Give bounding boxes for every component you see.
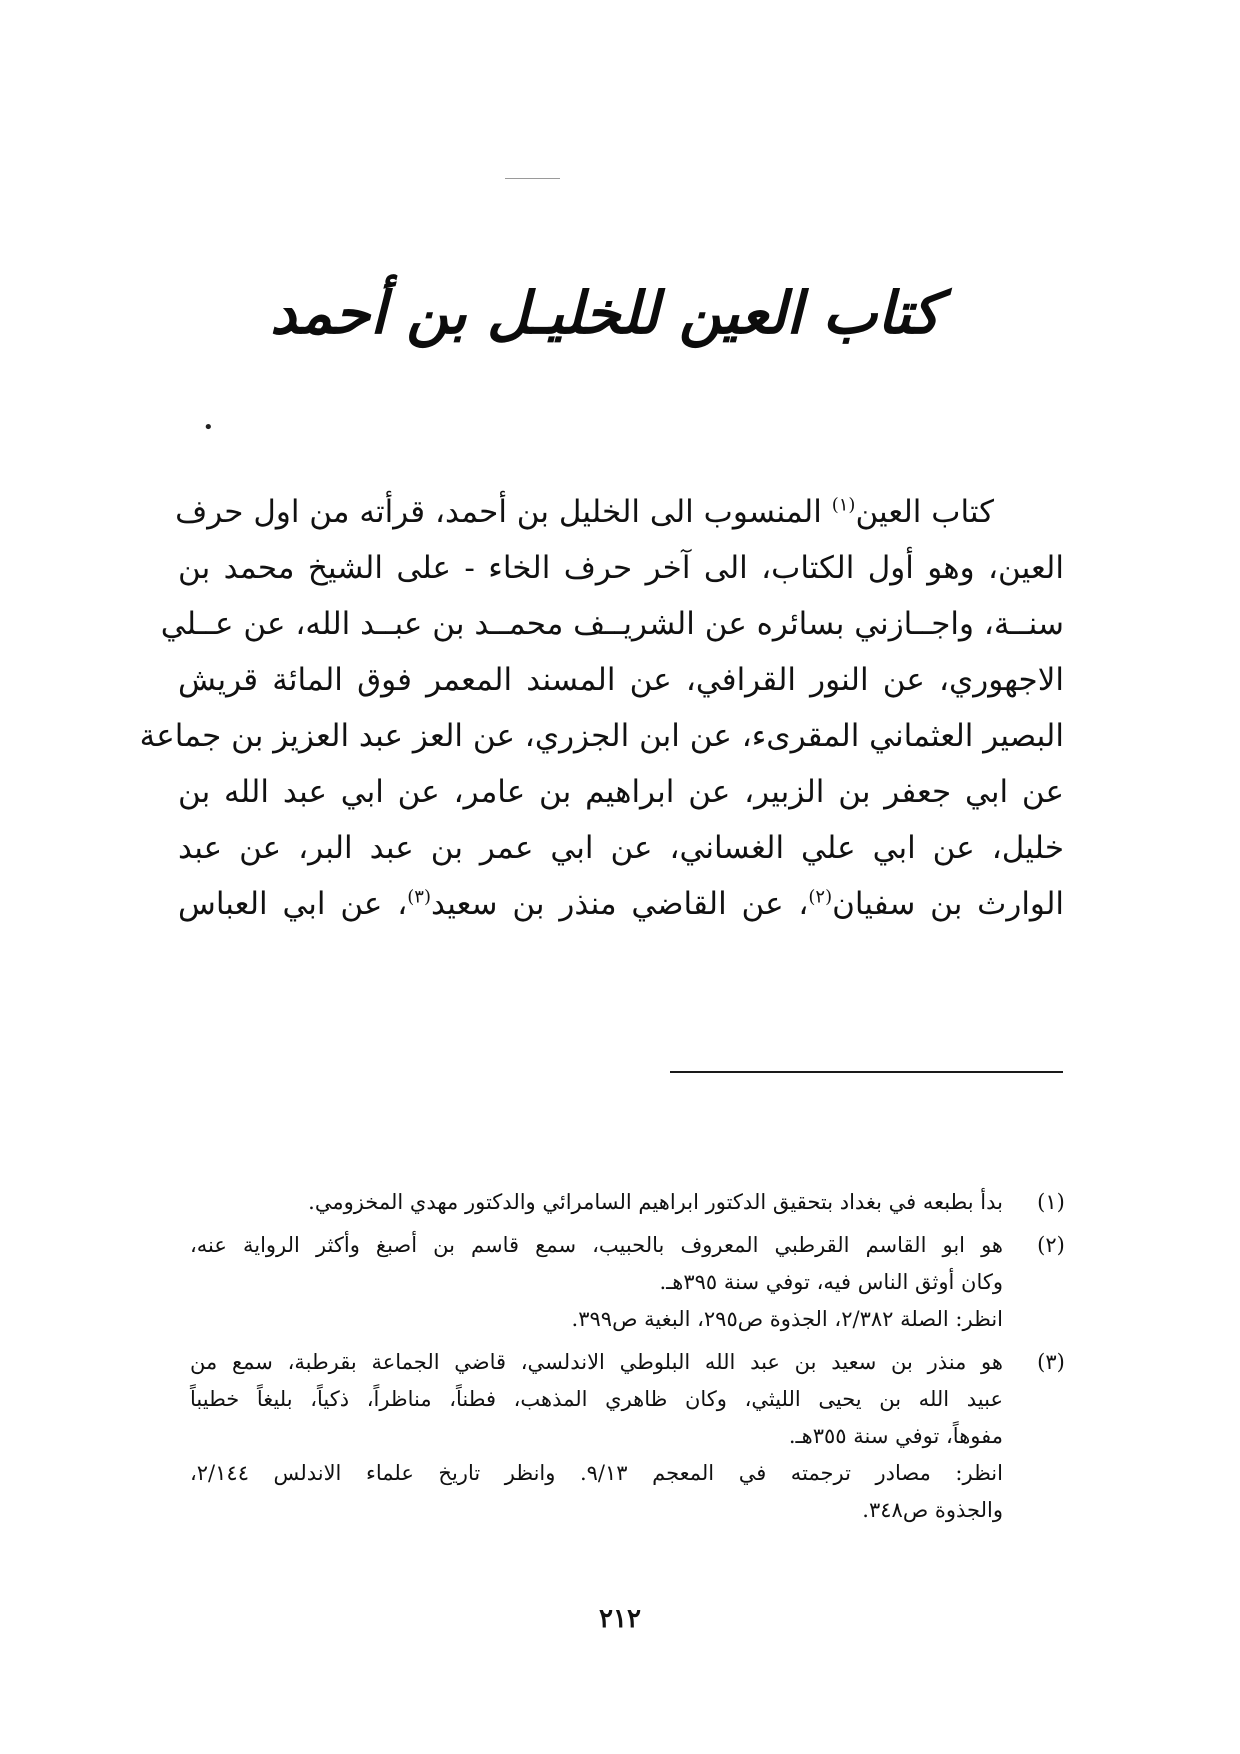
scan-mark	[505, 178, 560, 179]
main-text-segment: العين، وهو أول الكتاب، الى آخر حرف الخاء - على الشيخ محمد بن	[178, 550, 1064, 586]
main-text-segment: خليل، عن ابي علي الغساني، عن ابي عمر بن عبد البر، عن عبد	[178, 830, 1064, 866]
page-heading: كتاب العين للخليـل بن أحمد	[270, 279, 940, 347]
main-text-segment: ، عن القاضي منذر بن سعيد	[430, 886, 809, 922]
main-line	[178, 652, 1064, 708]
stray-mark: •	[203, 417, 214, 438]
main-text-segment: كتاب العين	[855, 494, 994, 530]
footnote-line: انظر: الصلة ٢/٣٨٢، الجذوة ص٢٩٥، البغية ص٣٩٩.	[571, 1307, 1003, 1331]
footnote-reference: (١)	[831, 494, 856, 516]
main-line	[178, 820, 1064, 876]
footnotes	[190, 1184, 1076, 1529]
footnote-number: (٢)	[1037, 1233, 1065, 1257]
main-text-segment: البصير العثماني المقرىء، عن ابن الجزري، عن العز عبد العزيز بن جماعة	[139, 718, 1064, 754]
footnote	[190, 1344, 1076, 1529]
main-line	[160, 596, 1064, 652]
footnote-reference: (٢)	[808, 886, 833, 908]
main-text-segment: عن ابي جعفر بن الزبير، عن ابراهيم بن عامر، عن ابي عبد الله بن	[178, 774, 1064, 810]
footnote-number: (٣)	[1037, 1350, 1065, 1374]
main-line	[178, 876, 1064, 932]
footnote-line: والجذوة ص٣٤٨.	[862, 1498, 1003, 1522]
footnote-line: وكان أوثق الناس فيه، توفي سنة ٣٩٥هـ.	[659, 1270, 1003, 1294]
footnote-line: مفوهاً، توفي سنة ٣٥٥هـ.	[788, 1424, 1003, 1448]
footnote-number: (١)	[1037, 1190, 1065, 1214]
main-text-segment: سنــة، واجــازني بسائره عن الشريــف محمــد بن عبــد الله، عن عــلي	[160, 606, 1064, 642]
footnote-line: عبيد الله بن يحيى الليثي، وكان ظاهري المذهب، فطناً، مناظراً، ذكياً، بليغاً خطيباً	[190, 1387, 1003, 1411]
footnote	[190, 1227, 1076, 1338]
main-line	[175, 484, 1064, 540]
main-text-segment: المنسوب الى الخليل بن أحمد، قرأته من اول حرف	[175, 494, 832, 530]
main-line	[178, 540, 1064, 596]
main-text-segment: الاجهوري، عن النور القرافي، عن المسند المعمر فوق المائة قريش	[178, 662, 1064, 698]
footnote-line: هو ابو القاسم القرطبي المعروف بالحبيب، سمع قاسم بن أصبغ وأكثر الرواية عنه،	[190, 1233, 1003, 1257]
footnote-line: هو منذر بن سعيد بن عبد الله البلوطي الاندلسي، قاضي الجماعة بقرطبة، سمع من	[190, 1350, 1003, 1374]
footnote-line: بدأ بطبعه في بغداد بتحقيق الدكتور ابراهيم السامرائي والدكتور مهدي المخزومي.	[308, 1190, 1003, 1214]
page-number: ٢١٢	[599, 1604, 641, 1634]
footnote-separator	[670, 1071, 1063, 1073]
footnote-line: انظر: مصادر ترجمته في المعجم ٩/١٣. وانظر تاريخ علماء الاندلس ٢/١٤٤،	[190, 1461, 1003, 1485]
main-text-segment: الوارث بن سفيان	[832, 886, 1065, 922]
footnote	[190, 1184, 1076, 1221]
main-line	[139, 708, 1064, 764]
footnote-reference: (٣)	[407, 886, 431, 908]
main-line	[178, 764, 1064, 820]
main-text	[139, 484, 1065, 932]
main-text-segment: ، عن ابي العباس	[178, 886, 408, 922]
